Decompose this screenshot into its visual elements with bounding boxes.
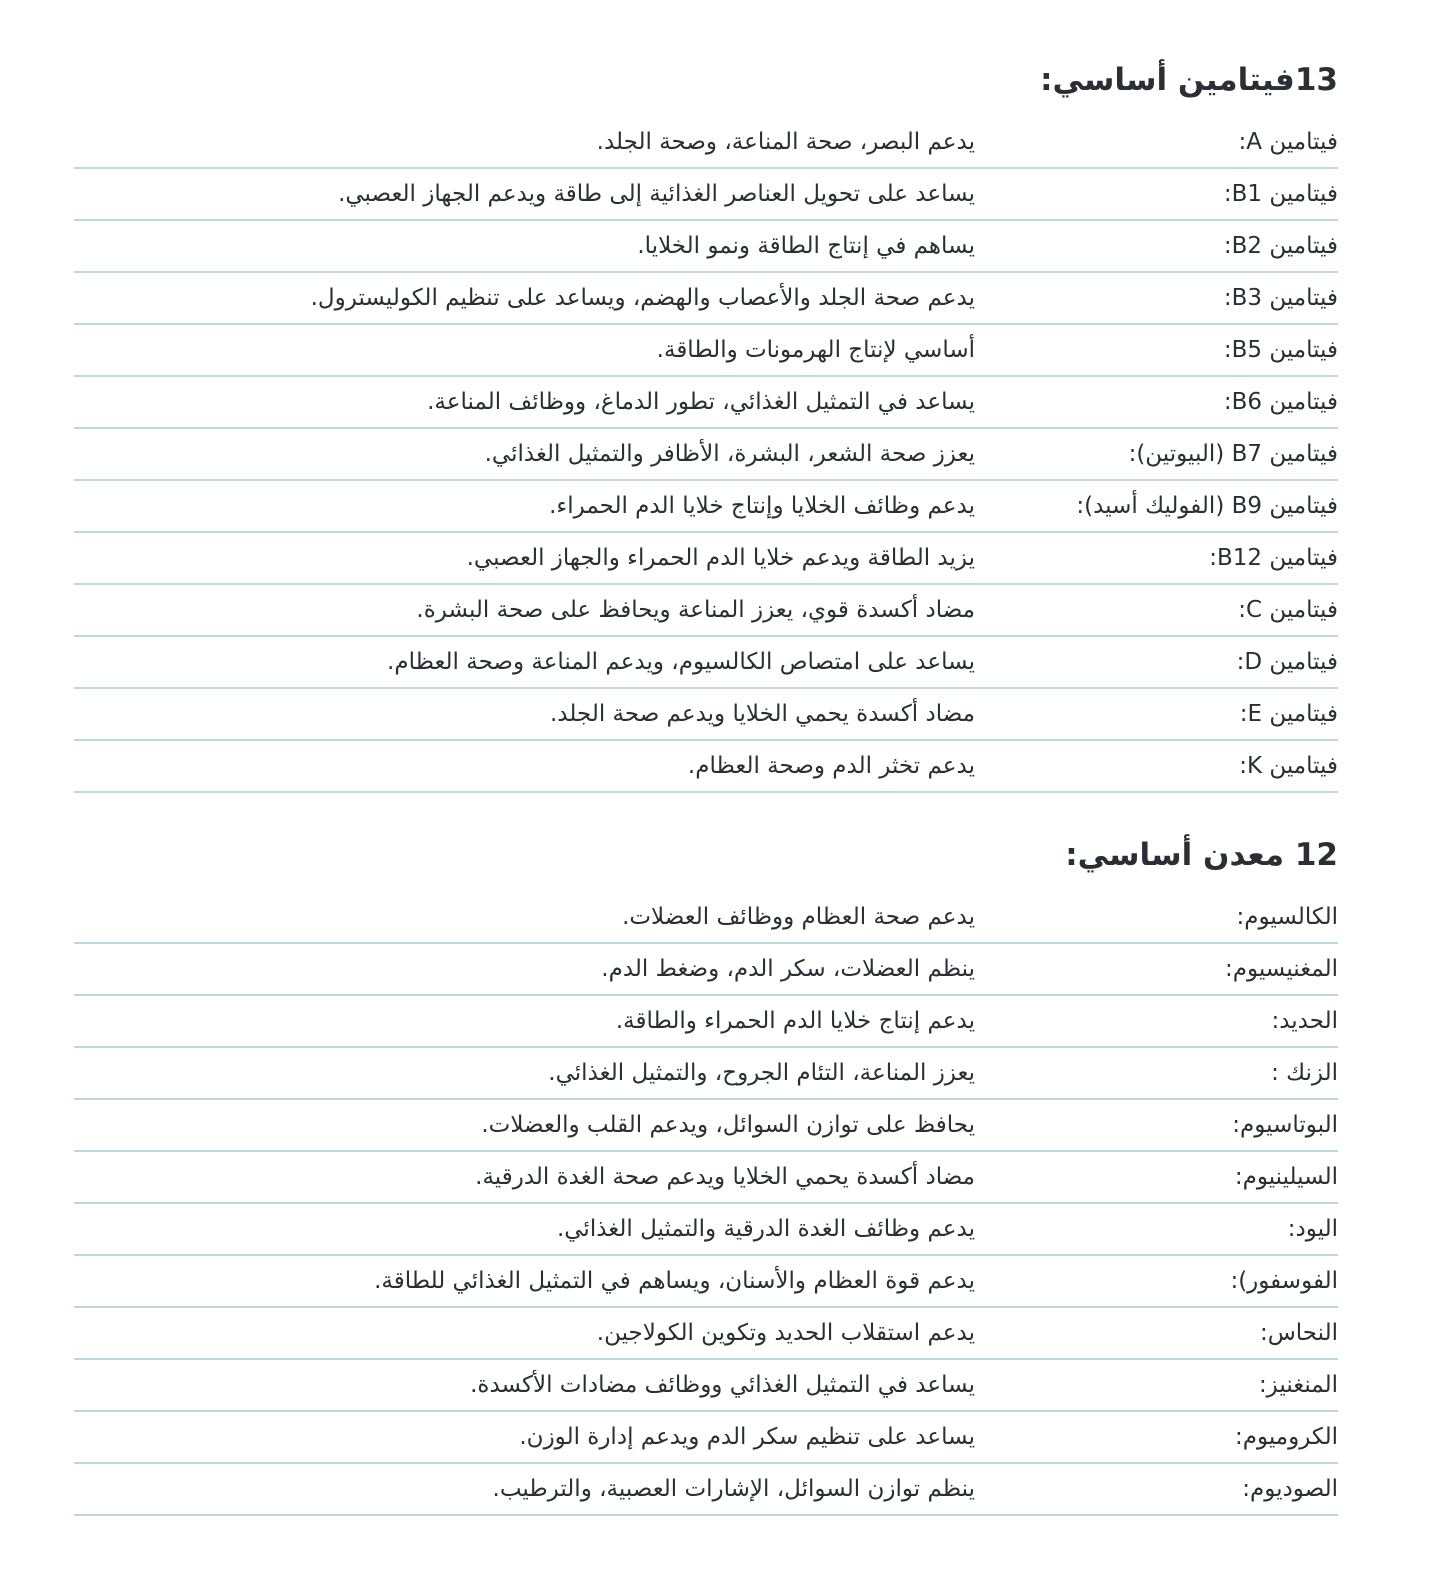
- row-description: يدعم صحة العظام ووظائف العضلات.: [622, 904, 975, 930]
- vitamins-table: [74, 117, 1338, 793]
- table-row: [74, 1152, 1338, 1204]
- row-label: السيلينيوم:: [1234, 1164, 1338, 1190]
- table-row: [74, 1464, 1338, 1516]
- row-label: فيتامين E:: [1239, 701, 1338, 727]
- table-row: [74, 637, 1338, 689]
- row-description: يساعد في التمثيل الغذائي، تطور الدماغ، ووظائف المناعة.: [427, 389, 975, 415]
- table-row: [74, 1256, 1338, 1308]
- row-label: الفوسفور):: [1230, 1268, 1338, 1294]
- table-row: [74, 1360, 1338, 1412]
- row-description: مضاد أكسدة قوي، يعزز المناعة ويحافظ على صحة البشرة.: [416, 597, 975, 623]
- row-label: الزنك :: [1271, 1060, 1338, 1086]
- row-description: يدعم صحة الجلد والأعصاب والهضم، ويساعد على تنظيم الكوليسترول.: [310, 285, 975, 311]
- row-description: ينظم العضلات، سكر الدم، وضغط الدم.: [601, 956, 975, 982]
- row-description: يدعم إنتاج خلايا الدم الحمراء والطاقة.: [615, 1008, 975, 1034]
- row-description: يساهم في إنتاج الطاقة ونمو الخلايا.: [637, 233, 975, 259]
- row-label: فيتامين A:: [1238, 129, 1338, 155]
- row-label: فيتامين B2:: [1223, 233, 1338, 259]
- row-description: يساعد على تحويل العناصر الغذائية إلى طاقة ويدعم الجهاز العصبي.: [338, 181, 975, 207]
- table-row: [74, 117, 1338, 169]
- table-row: [74, 429, 1338, 481]
- row-label: فيتامين B9 (الفوليك أسيد):: [1076, 493, 1338, 519]
- row-description: يساعد على تنظيم سكر الدم ويدعم إدارة الوزن.: [519, 1424, 975, 1450]
- table-row: [74, 1100, 1338, 1152]
- row-label: الصوديوم:: [1242, 1476, 1338, 1502]
- table-row: [74, 944, 1338, 996]
- row-label: فيتامين B6:: [1223, 389, 1338, 415]
- vitamins-heading: 13فيتامين أساسي:: [1040, 62, 1338, 98]
- row-label: النحاس:: [1259, 1320, 1338, 1346]
- table-row: [74, 996, 1338, 1048]
- row-label: فيتامين B7 (البيوتين):: [1128, 441, 1338, 467]
- table-row: [74, 221, 1338, 273]
- row-description: يزيد الطاقة ويدعم خلايا الدم الحمراء والجهاز العصبي.: [466, 545, 975, 571]
- table-row: [74, 689, 1338, 741]
- row-description: يدعم استقلاب الحديد وتكوين الكولاجين.: [596, 1320, 975, 1346]
- row-label: فيتامين D:: [1236, 649, 1338, 675]
- row-description: أساسي لإنتاج الهرمونات والطاقة.: [656, 337, 975, 363]
- minerals-table: [74, 892, 1338, 1516]
- row-label: الحديد:: [1271, 1008, 1338, 1034]
- row-description: يساعد على امتصاص الكالسيوم، ويدعم المناعة وصحة العظام.: [387, 649, 975, 675]
- row-description: يحافظ على توازن السوائل، ويدعم القلب والعضلات.: [481, 1112, 975, 1138]
- table-row: [74, 273, 1338, 325]
- table-row: [74, 377, 1338, 429]
- table-row: [74, 481, 1338, 533]
- row-label: اليود:: [1287, 1216, 1338, 1242]
- table-row: [74, 1204, 1338, 1256]
- table-row: [74, 741, 1338, 793]
- row-label: فيتامين B1:: [1223, 181, 1338, 207]
- row-description: مضاد أكسدة يحمي الخلايا ويدعم صحة الغدة الدرقية.: [475, 1164, 975, 1190]
- table-row: [74, 169, 1338, 221]
- row-label: المنغنيز:: [1258, 1372, 1338, 1398]
- table-row: [74, 585, 1338, 637]
- row-label: البوتاسيوم:: [1232, 1112, 1338, 1138]
- row-label: الكالسيوم:: [1236, 904, 1338, 930]
- row-description: يدعم البصر، صحة المناعة، وصحة الجلد.: [596, 129, 975, 155]
- table-row: [74, 1412, 1338, 1464]
- row-label: المغنيسيوم:: [1224, 956, 1338, 982]
- row-label: فيتامين B3:: [1223, 285, 1338, 311]
- row-label: فيتامين B5:: [1223, 337, 1338, 363]
- minerals-heading: 12 معدن أساسي:: [1065, 837, 1338, 873]
- row-description: يساعد في التمثيل الغذائي ووظائف مضادات الأكسدة.: [470, 1372, 975, 1398]
- row-description: يعزز المناعة، التئام الجروح، والتمثيل الغذائي.: [548, 1060, 975, 1086]
- table-row: [74, 533, 1338, 585]
- row-label: فيتامين B12:: [1209, 545, 1338, 571]
- row-description: يعزز صحة الشعر، البشرة، الأظافر والتمثيل الغذائي.: [484, 441, 975, 467]
- table-row: [74, 892, 1338, 944]
- row-label: فيتامين K:: [1239, 753, 1338, 779]
- row-description: يدعم تخثر الدم وصحة العظام.: [687, 753, 975, 779]
- row-label: الكروميوم:: [1234, 1424, 1338, 1450]
- table-row: [74, 1048, 1338, 1100]
- row-description: ينظم توازن السوائل، الإشارات العصبية، والترطيب.: [492, 1476, 975, 1502]
- table-row: [74, 1308, 1338, 1360]
- table-row: [74, 325, 1338, 377]
- row-label: فيتامين C:: [1238, 597, 1338, 623]
- row-description: يدعم وظائف الغدة الدرقية والتمثيل الغذائي.: [556, 1216, 975, 1242]
- row-description: يدعم قوة العظام والأسنان، ويساهم في التمثيل الغذائي للطاقة.: [374, 1268, 975, 1294]
- row-description: مضاد أكسدة يحمي الخلايا ويدعم صحة الجلد.: [549, 701, 975, 727]
- row-description: يدعم وظائف الخلايا وإنتاج خلايا الدم الحمراء.: [549, 493, 975, 519]
